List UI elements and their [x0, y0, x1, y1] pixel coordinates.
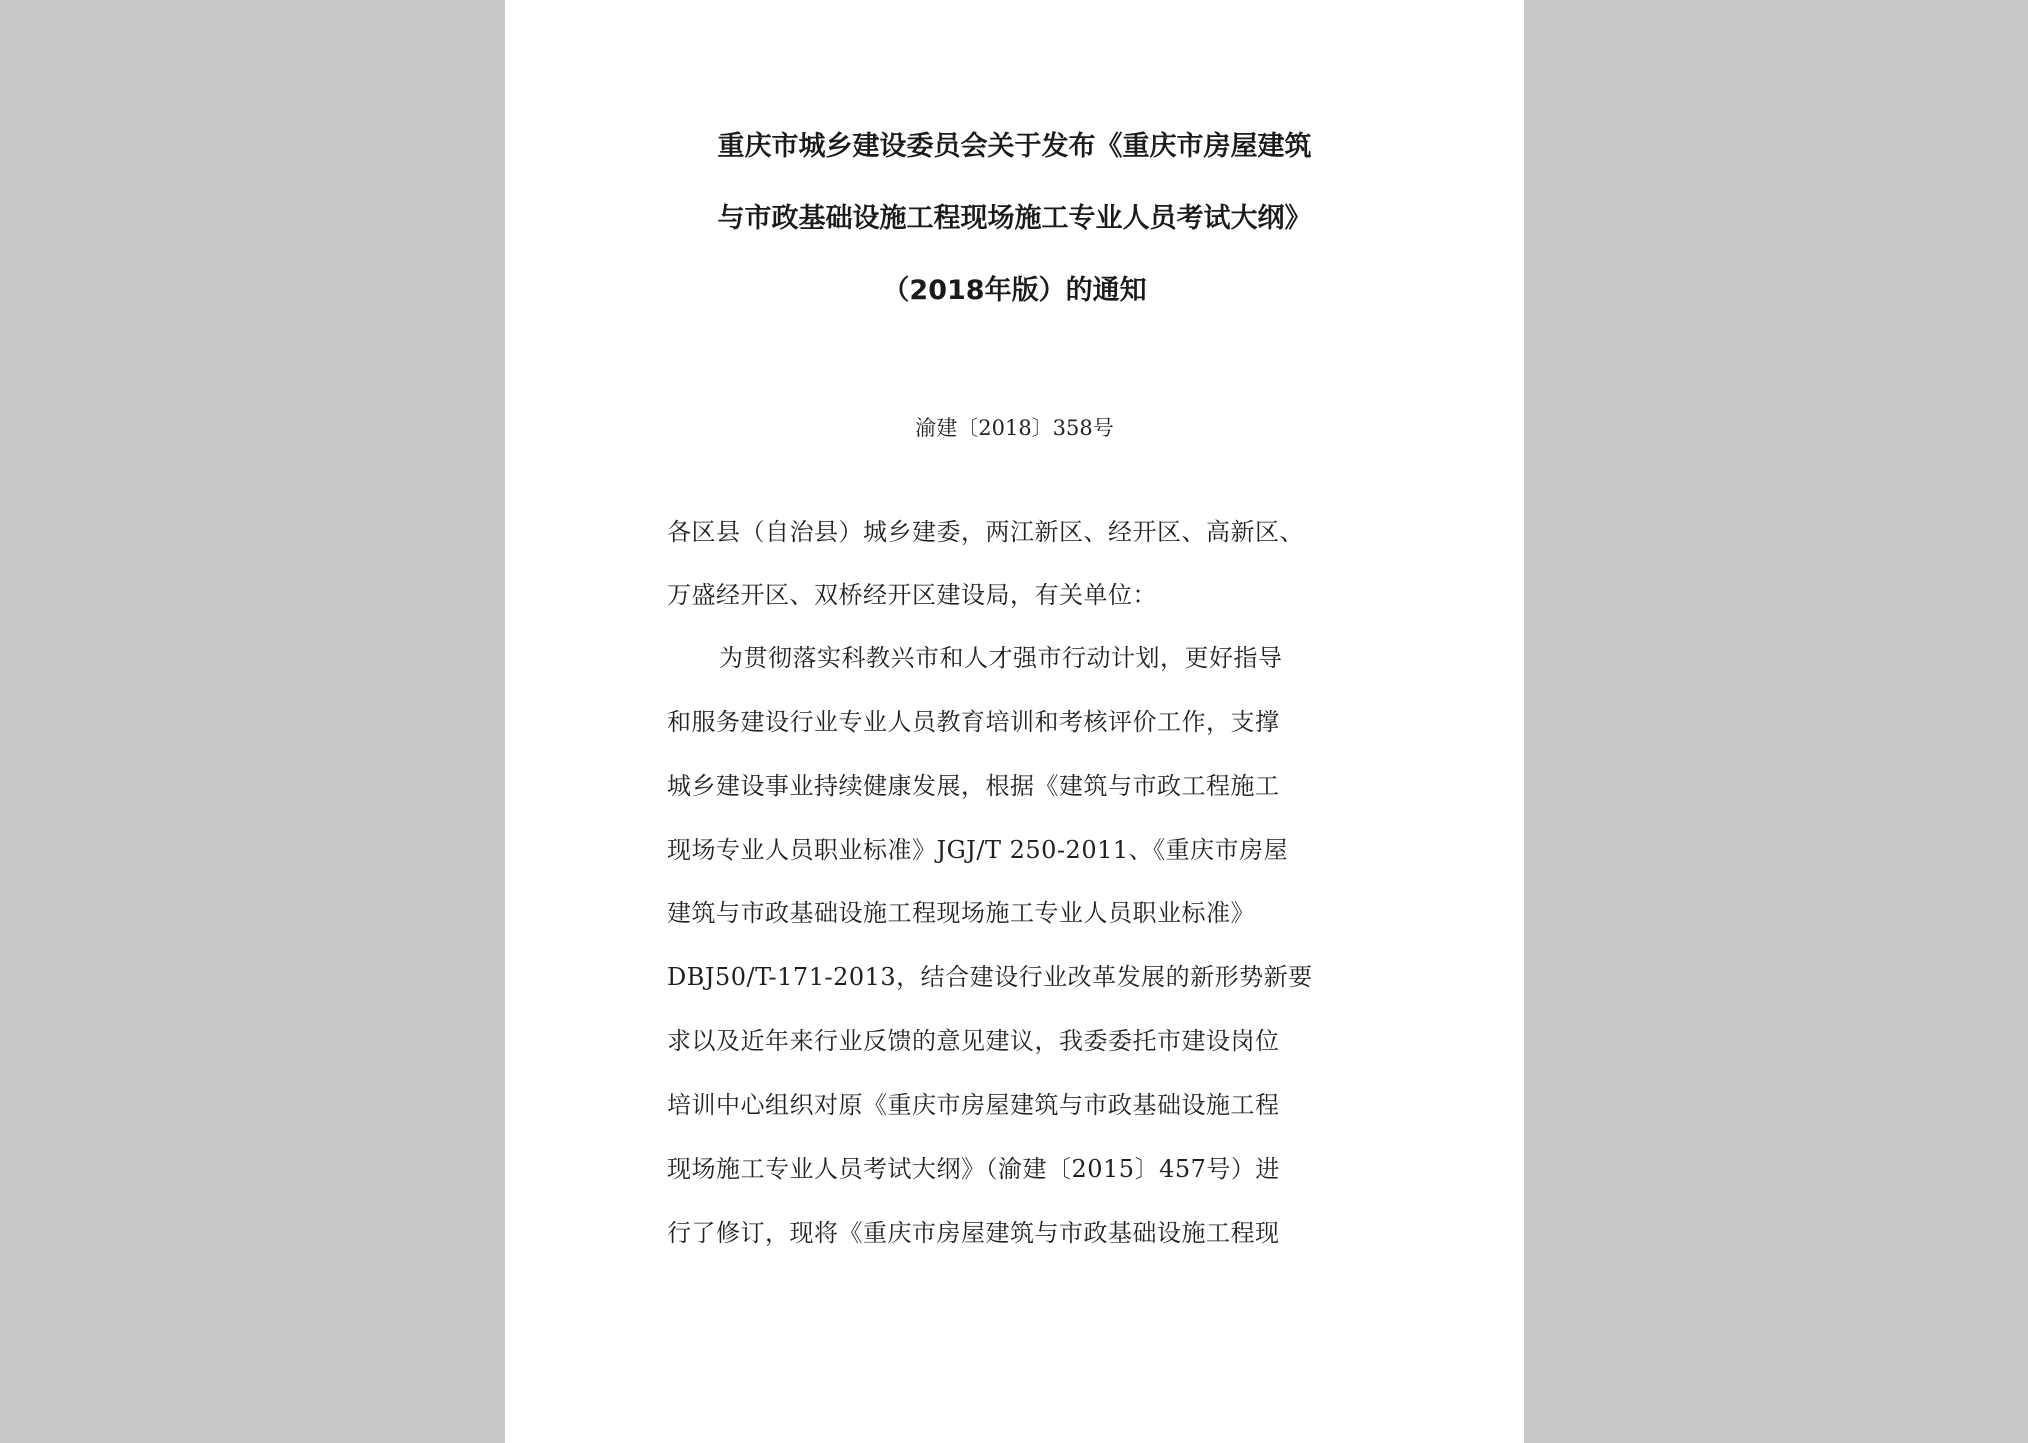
body-line: 为贯彻落实科教兴市和人才强市行动计划，更好指导 [719, 644, 1283, 672]
document-number: 渝建〔2018〕358号 [915, 416, 1114, 440]
body-line: 万盛经开区、双桥经开区建设局，有关单位： [667, 581, 1157, 609]
body-line: 建筑与市政基础设施工程现场施工专业人员职业标准》 [667, 899, 1255, 927]
title-line-3: （2018年版）的通知 [882, 275, 1147, 306]
body-line: 各区县（自治县）城乡建委，两江新区、经开区、高新区、 [667, 518, 1304, 546]
body-line: 城乡建设事业持续健康发展，根据《建筑与市政工程施工 [667, 772, 1280, 800]
body-line: 现场专业人员职业标准》JGJ/T 250-2011、《重庆市房屋 [667, 836, 1289, 864]
title-line-2: 与市政基础设施工程现场施工专业人员考试大纲》 [717, 203, 1312, 234]
title-line-1: 重庆市城乡建设委员会关于发布《重庆市房屋建筑 [717, 131, 1312, 162]
body-line: 现场施工专业人员考试大纲》（渝建〔2015〕457号）进 [667, 1155, 1280, 1183]
body-line: 和服务建设行业专业人员教育培训和考核评价工作，支撑 [667, 708, 1280, 736]
body-line: 求以及近年来行业反馈的意见建议，我委委托市建设岗位 [667, 1027, 1280, 1055]
body-line: DBJ50/T-171-2013，结合建设行业改革发展的新形势新要 [667, 963, 1313, 991]
body-line: 行了修订，现将《重庆市房屋建筑与市政基础设施工程现 [667, 1219, 1280, 1247]
body-line: 培训中心组织对原《重庆市房屋建筑与市政基础设施工程 [667, 1091, 1280, 1119]
document-page [505, 0, 1524, 1443]
